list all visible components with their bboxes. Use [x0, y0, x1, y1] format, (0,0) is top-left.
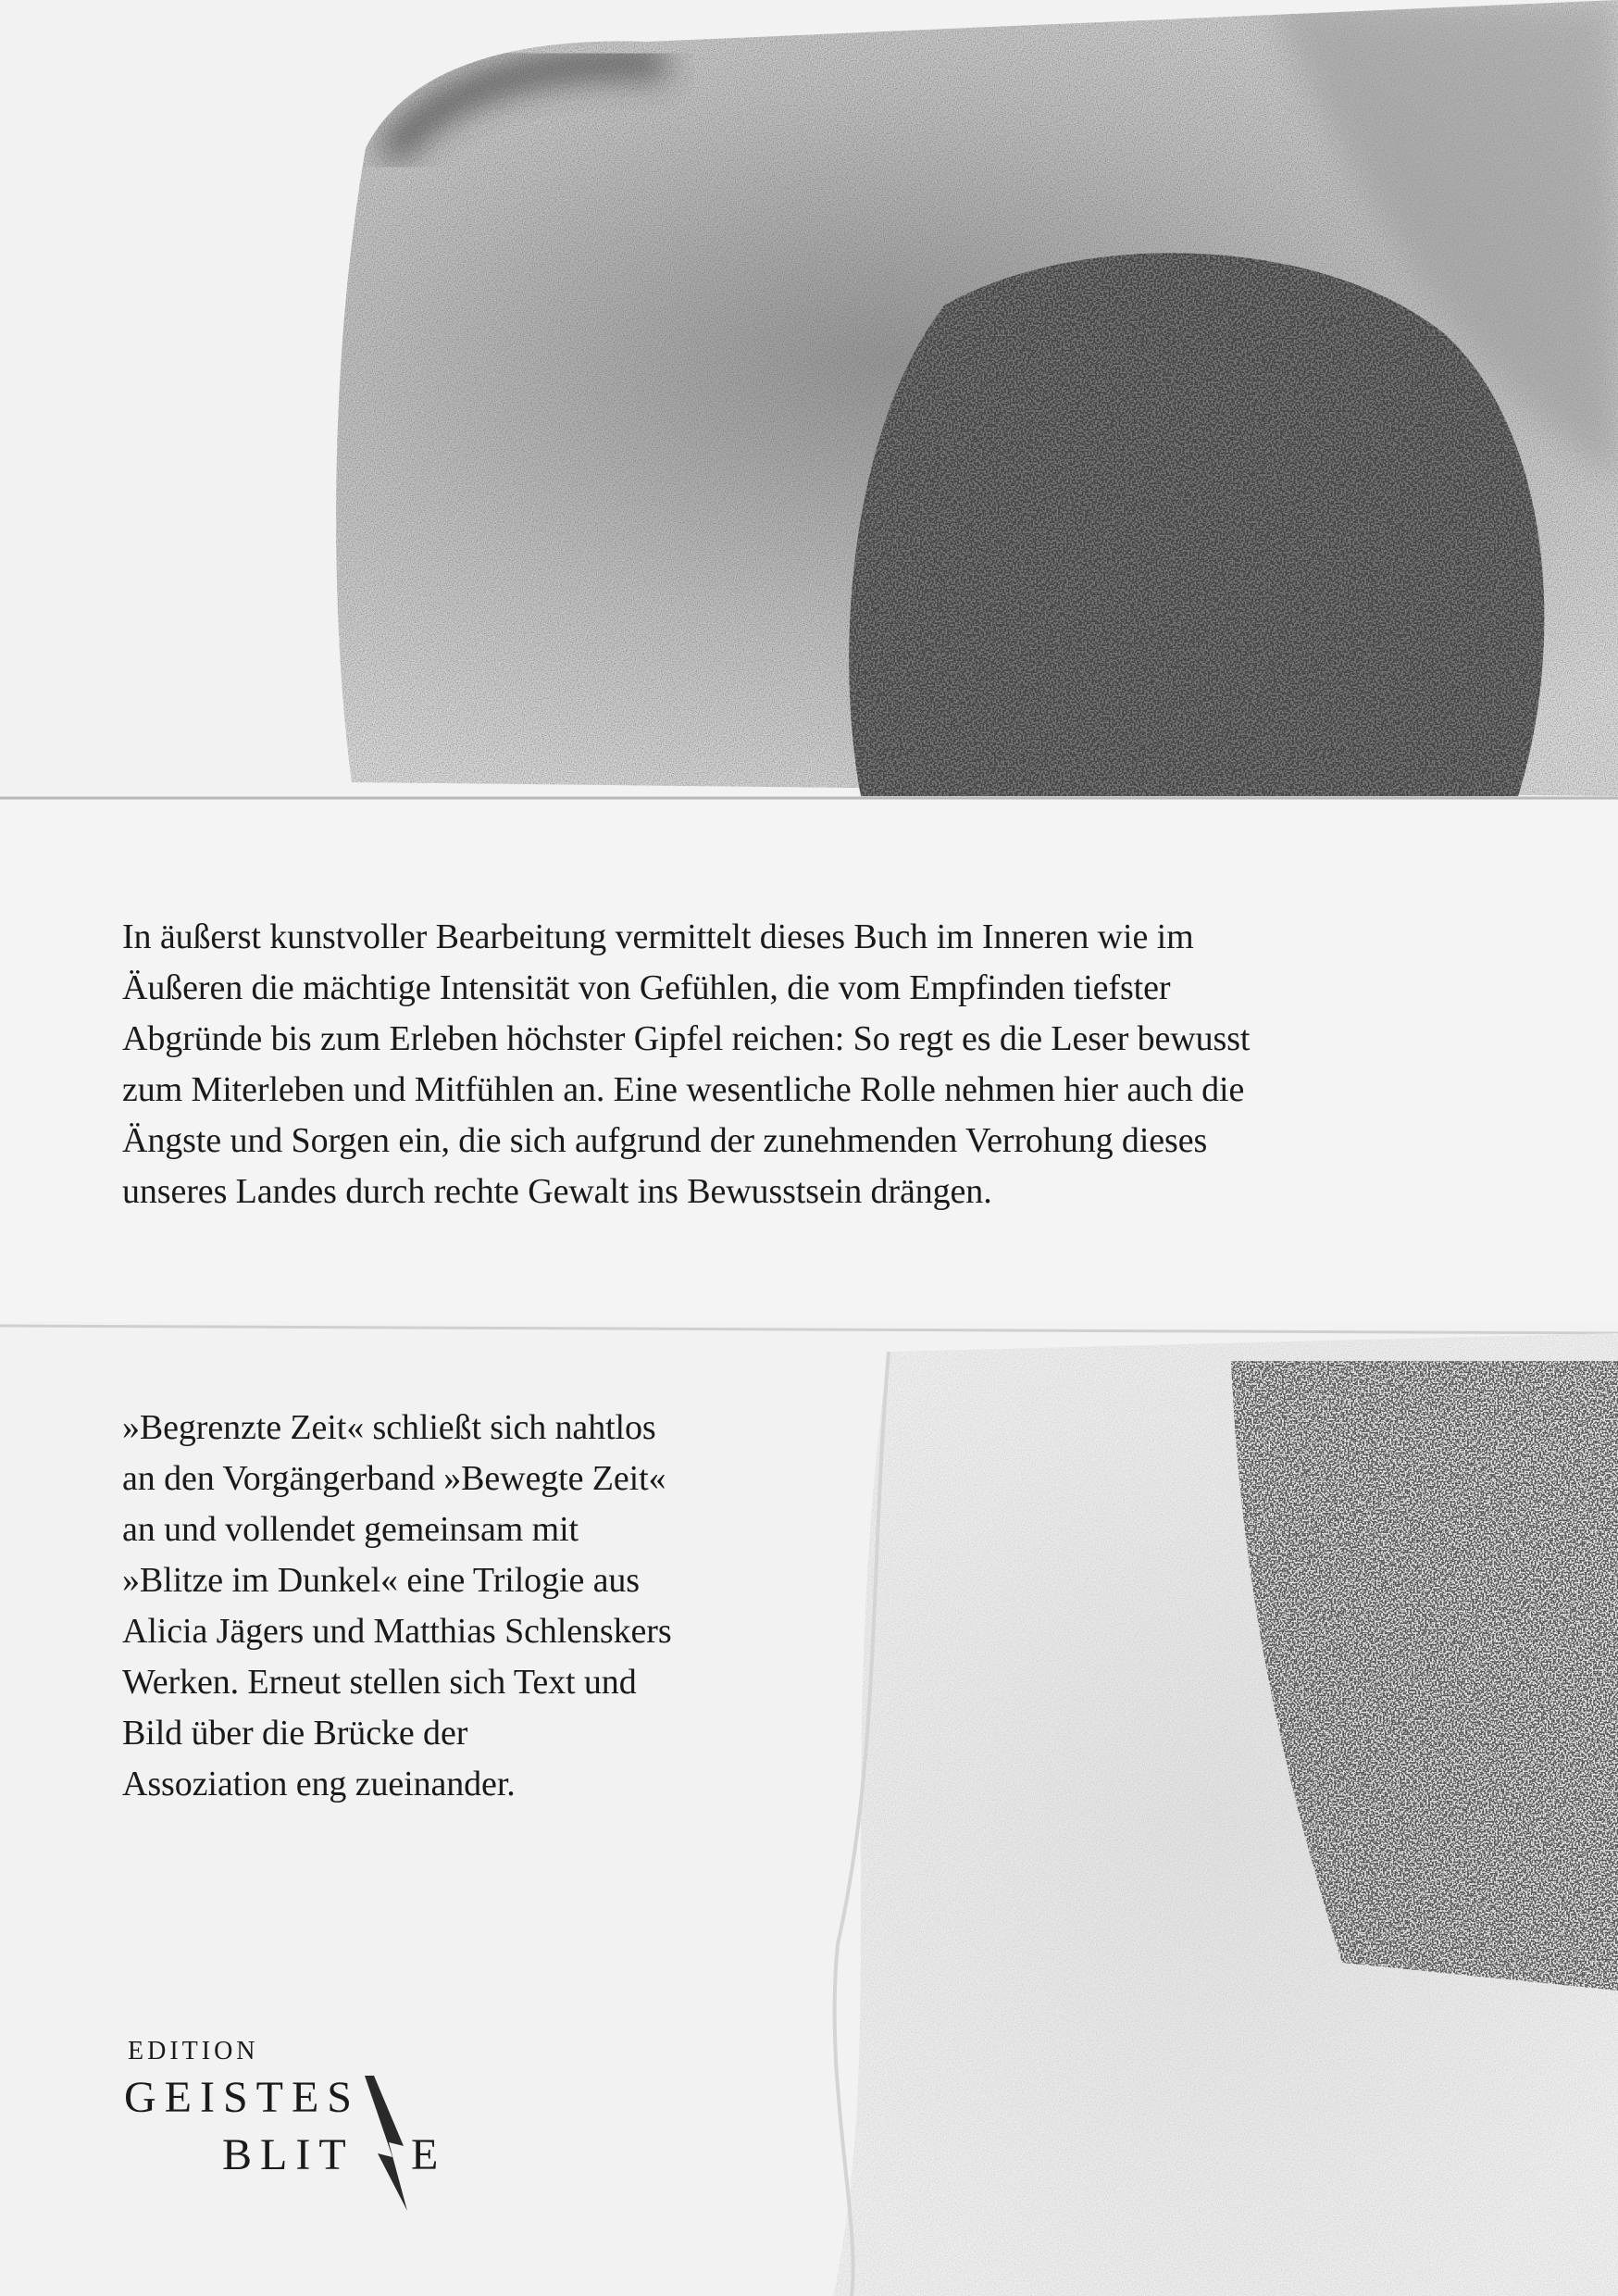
blurb-2-line: Bild über die Brücke der [122, 1714, 468, 1753]
publisher-logo [122, 2037, 474, 2222]
blurb-1-line: unseres Landes durch rechte Gewalt ins Bewusstsein drängen. [122, 1172, 992, 1211]
lightning-bolt-icon [361, 2074, 413, 2213]
blurb-1-line: In äußerst kunstvoller Bearbeitung vermittelt dieses Buch im Inneren wie im [122, 917, 1194, 956]
logo-edition-text: EDITION [128, 2037, 259, 2065]
blurb-1-line: zum Miterleben und Mitfühlen an. Eine wesentliche Rolle nehmen hier auch die [122, 1070, 1245, 1109]
blurb-2-line: »Blitze im Dunkel« eine Trilogie aus [122, 1561, 640, 1600]
blurb-2-line: Alicia Jägers und Matthias Schlenskers [122, 1612, 672, 1651]
blurb-1-line: Ängste und Sorgen ein, die sich aufgrund der zunehmenden Verrohung dieses [122, 1121, 1208, 1160]
blurb-2-line: »Begrenzte Zeit« schließt sich nahtlos [122, 1408, 656, 1447]
blurb-2-line: an und vollendet gemeinsam mit [122, 1510, 579, 1549]
blurb-2-line: Werken. Erneut stellen sich Text und [122, 1663, 637, 1702]
blurb-1-line: Äußeren die mächtige Intensität von Gefühlen, die vom Empfinden tiefster [122, 968, 1171, 1007]
blurb-2-line: an den Vorgängerband »Bewegte Zeit« [122, 1459, 666, 1498]
logo-blit-text: BLIT [222, 2130, 355, 2179]
blurb-paragraph-2 [122, 1403, 770, 1810]
blurb-1-line: Abgründe bis zum Erleben höchster Gipfel reichen: So regt es die Leser bewusst [122, 1019, 1251, 1058]
logo-e-text: E [411, 2130, 447, 2179]
blurb-paragraph-1 [122, 912, 1492, 1217]
logo-geistes-text: GEISTES [124, 2073, 360, 2122]
blurb-2-line: Assoziation eng zueinander. [122, 1765, 516, 1803]
